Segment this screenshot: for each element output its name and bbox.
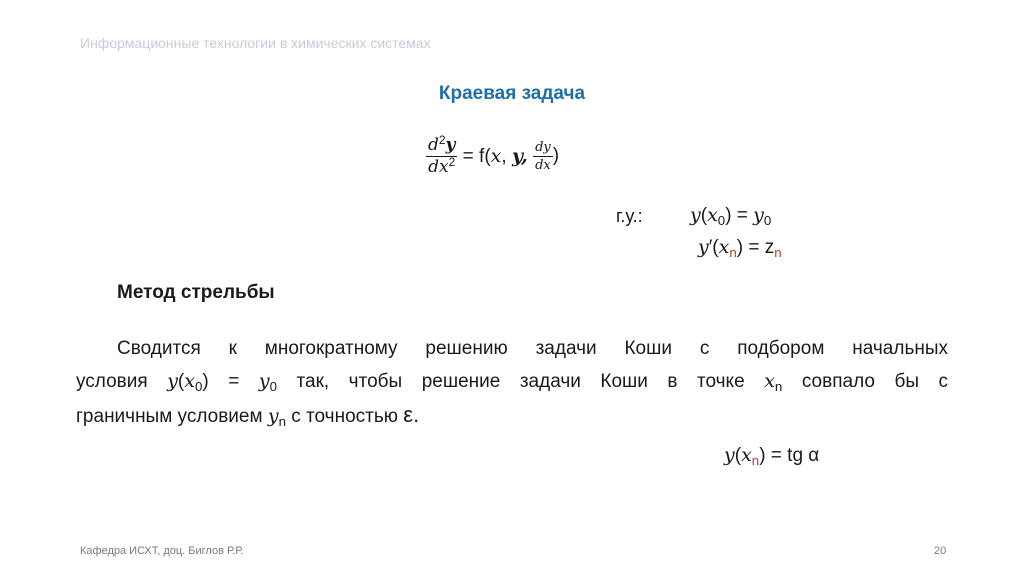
epsilon-symbol: ε.	[403, 402, 420, 427]
paragraph-line-1: Сводится к многократному решению задачи Коши с подбором начальных	[117, 338, 948, 359]
slide-title: Краевая задача	[438, 83, 586, 104]
page-number: 20	[934, 545, 947, 557]
paragraph-line-3: граничным условием $y_n$ с точностью ε.	[76, 402, 420, 429]
method-title: Метод стрельбы	[117, 282, 275, 303]
second-derivative-fraction: $\frac{d^2y}{dx^2}$	[428, 133, 456, 177]
course-header: Информационные технологии в химических системах	[80, 35, 431, 51]
boundary-condition-2: $y'(x_n) = z_n$	[698, 236, 782, 260]
footer-author: Кафедра ИСХТ, доц. Биглов Р.Р.	[80, 545, 244, 557]
slope-equation: $y(x_n)$ = tg α	[724, 444, 820, 468]
first-derivative-fraction: $\frac{dy}{dx}$	[535, 140, 551, 173]
method-description	[76, 332, 948, 433]
boundary-conditions-label: г.у.:	[616, 206, 643, 226]
paragraph-line-2: условия $y(x_0) = y_0$ так, чтобы решение задачи Коши в точке $x_n$ совпало бы с	[76, 370, 949, 394]
boundary-condition-1: $y(x_0) = y_0$	[690, 204, 772, 228]
main-equation: $\frac{d^2y}{dx^2}$ = f(x, y, $\frac{dy}{dx}$ )	[428, 133, 560, 177]
